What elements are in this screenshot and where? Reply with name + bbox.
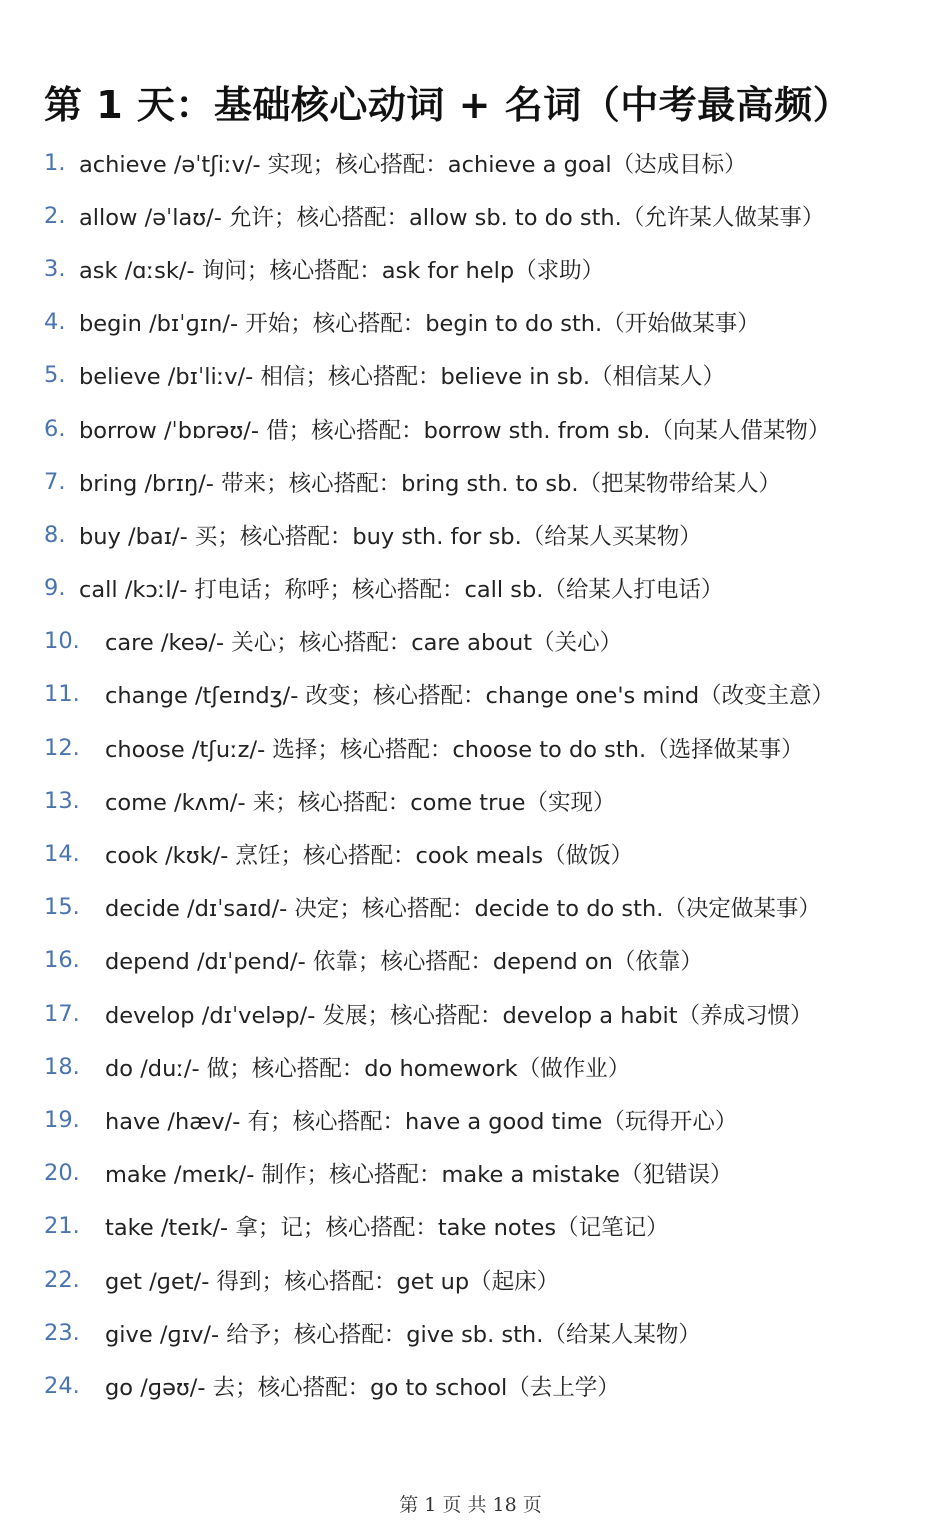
list-item: [0, 1147, 834, 1200]
list-item: [0, 1306, 834, 1359]
item-text: decide /dɪˈsaɪd/- 决定；核心搭配：decide to do sth.（决定做某事）: [105, 896, 821, 923]
item-number: 9.: [44, 575, 66, 602]
item-number: 22.: [44, 1266, 80, 1293]
item-number: 1.: [44, 149, 66, 176]
item-text: buy /baɪ/- 买；核心搭配：buy sth. for sb.（给某人买某物）: [79, 523, 702, 550]
item-text: give /ɡɪv/- 给予；核心搭配：give sb. sth.（给某人某物）: [105, 1321, 701, 1348]
list-item: [0, 1040, 834, 1093]
item-text: believe /bɪˈliːv/- 相信；核心搭配：believe in sb.（相信某人）: [79, 364, 726, 391]
item-number: 24.: [44, 1372, 80, 1399]
word-list: [0, 136, 834, 1413]
list-item: [0, 1200, 834, 1253]
list-item: [0, 615, 834, 668]
item-number: 21.: [44, 1213, 80, 1240]
item-number: 8.: [44, 521, 66, 548]
item-text: have /hæv/- 有；核心搭配：have a good time（玩得开心）: [105, 1108, 738, 1135]
list-item: [0, 721, 834, 774]
list-item: [0, 934, 834, 987]
item-text: bring /brɪŋ/- 带来；核心搭配：bring sth. to sb.（把某物带给某人）: [79, 470, 782, 497]
item-number: 12.: [44, 734, 80, 761]
item-text: borrow /ˈbɒrəʊ/- 借；核心搭配：borrow sth. from sb.（向某人借某物）: [79, 417, 831, 444]
item-number: 13.: [44, 787, 80, 814]
item-number: 11.: [44, 681, 80, 708]
item-number: 18.: [44, 1053, 80, 1080]
list-item: [0, 827, 834, 880]
item-text: care /keə/- 关心；核心搭配：care about（关心）: [105, 630, 623, 657]
list-item: [0, 508, 834, 561]
item-number: 5.: [44, 362, 66, 389]
item-text: ask /ɑːsk/- 询问；核心搭配：ask for help（求助）: [79, 257, 605, 284]
list-item: [0, 455, 834, 508]
item-number: 2.: [44, 202, 66, 229]
item-text: call /kɔːl/- 打电话；称呼；核心搭配：call sb.（给某人打电话）: [79, 577, 724, 604]
item-text: achieve /əˈtʃiːv/- 实现；核心搭配：achieve a goal（达成目标）: [79, 151, 747, 178]
item-text: change /tʃeɪndʒ/- 改变；核心搭配：change one's mind（改变主意）: [105, 683, 835, 710]
list-item: [0, 136, 834, 189]
list-item: [0, 881, 834, 934]
item-number: 4.: [44, 309, 66, 336]
list-item: [0, 1253, 834, 1306]
item-text: cook /kʊk/- 烹饪；核心搭配：cook meals（做饭）: [105, 843, 634, 870]
item-text: choose /tʃuːz/- 选择；核心搭配：choose to do sth.（选择做某事）: [105, 736, 804, 763]
item-text: go /ɡəʊ/- 去；核心搭配：go to school（去上学）: [105, 1374, 620, 1401]
item-number: 23.: [44, 1319, 80, 1346]
list-item: [0, 242, 834, 295]
item-number: 19.: [44, 1106, 80, 1133]
list-item: [0, 349, 834, 402]
item-text: develop /dɪˈveləp/- 发展；核心搭配：develop a habit（养成习惯）: [105, 1002, 813, 1029]
item-number: 17.: [44, 1000, 80, 1027]
list-item: [0, 402, 834, 455]
item-text: allow /əˈlaʊ/- 允许；核心搭配：allow sb. to do sth.（允许某人做某事）: [79, 204, 825, 231]
item-number: 14.: [44, 841, 80, 868]
item-text: depend /dɪˈpend/- 依靠；核心搭配：depend on（依靠）: [105, 949, 703, 976]
item-text: come /kʌm/- 来；核心搭配：come true（实现）: [105, 789, 616, 816]
list-item: [0, 668, 834, 721]
item-number: 3.: [44, 255, 66, 282]
item-text: get /ɡet/- 得到；核心搭配：get up（起床）: [105, 1268, 560, 1295]
item-text: make /meɪk/- 制作；核心搭配：make a mistake（犯错误）: [105, 1162, 733, 1189]
item-number: 16.: [44, 947, 80, 974]
item-number: 6.: [44, 415, 66, 442]
list-item: [0, 562, 834, 615]
item-number: 20.: [44, 1160, 80, 1187]
item-number: 10.: [44, 628, 80, 655]
list-item: [0, 987, 834, 1040]
page-footer: 第 1 页 共 18 页: [399, 1494, 542, 1516]
item-text: do /duː/- 做；核心搭配：do homework（做作业）: [105, 1055, 631, 1082]
item-number: 7.: [44, 468, 66, 495]
item-number: 15.: [44, 894, 80, 921]
page-title: 第 1 天：基础核心动词 + 名词（中考最高频）: [44, 83, 852, 127]
item-text: begin /bɪˈɡɪn/- 开始；核心搭配：begin to do sth.（开始做某事）: [79, 311, 760, 338]
list-item: [0, 774, 834, 827]
list-item: [0, 189, 834, 242]
list-item: [0, 1093, 834, 1146]
list-item: [0, 296, 834, 349]
item-text: take /teɪk/- 拿；记；核心搭配：take notes（记笔记）: [105, 1215, 669, 1242]
list-item: [0, 1359, 834, 1412]
